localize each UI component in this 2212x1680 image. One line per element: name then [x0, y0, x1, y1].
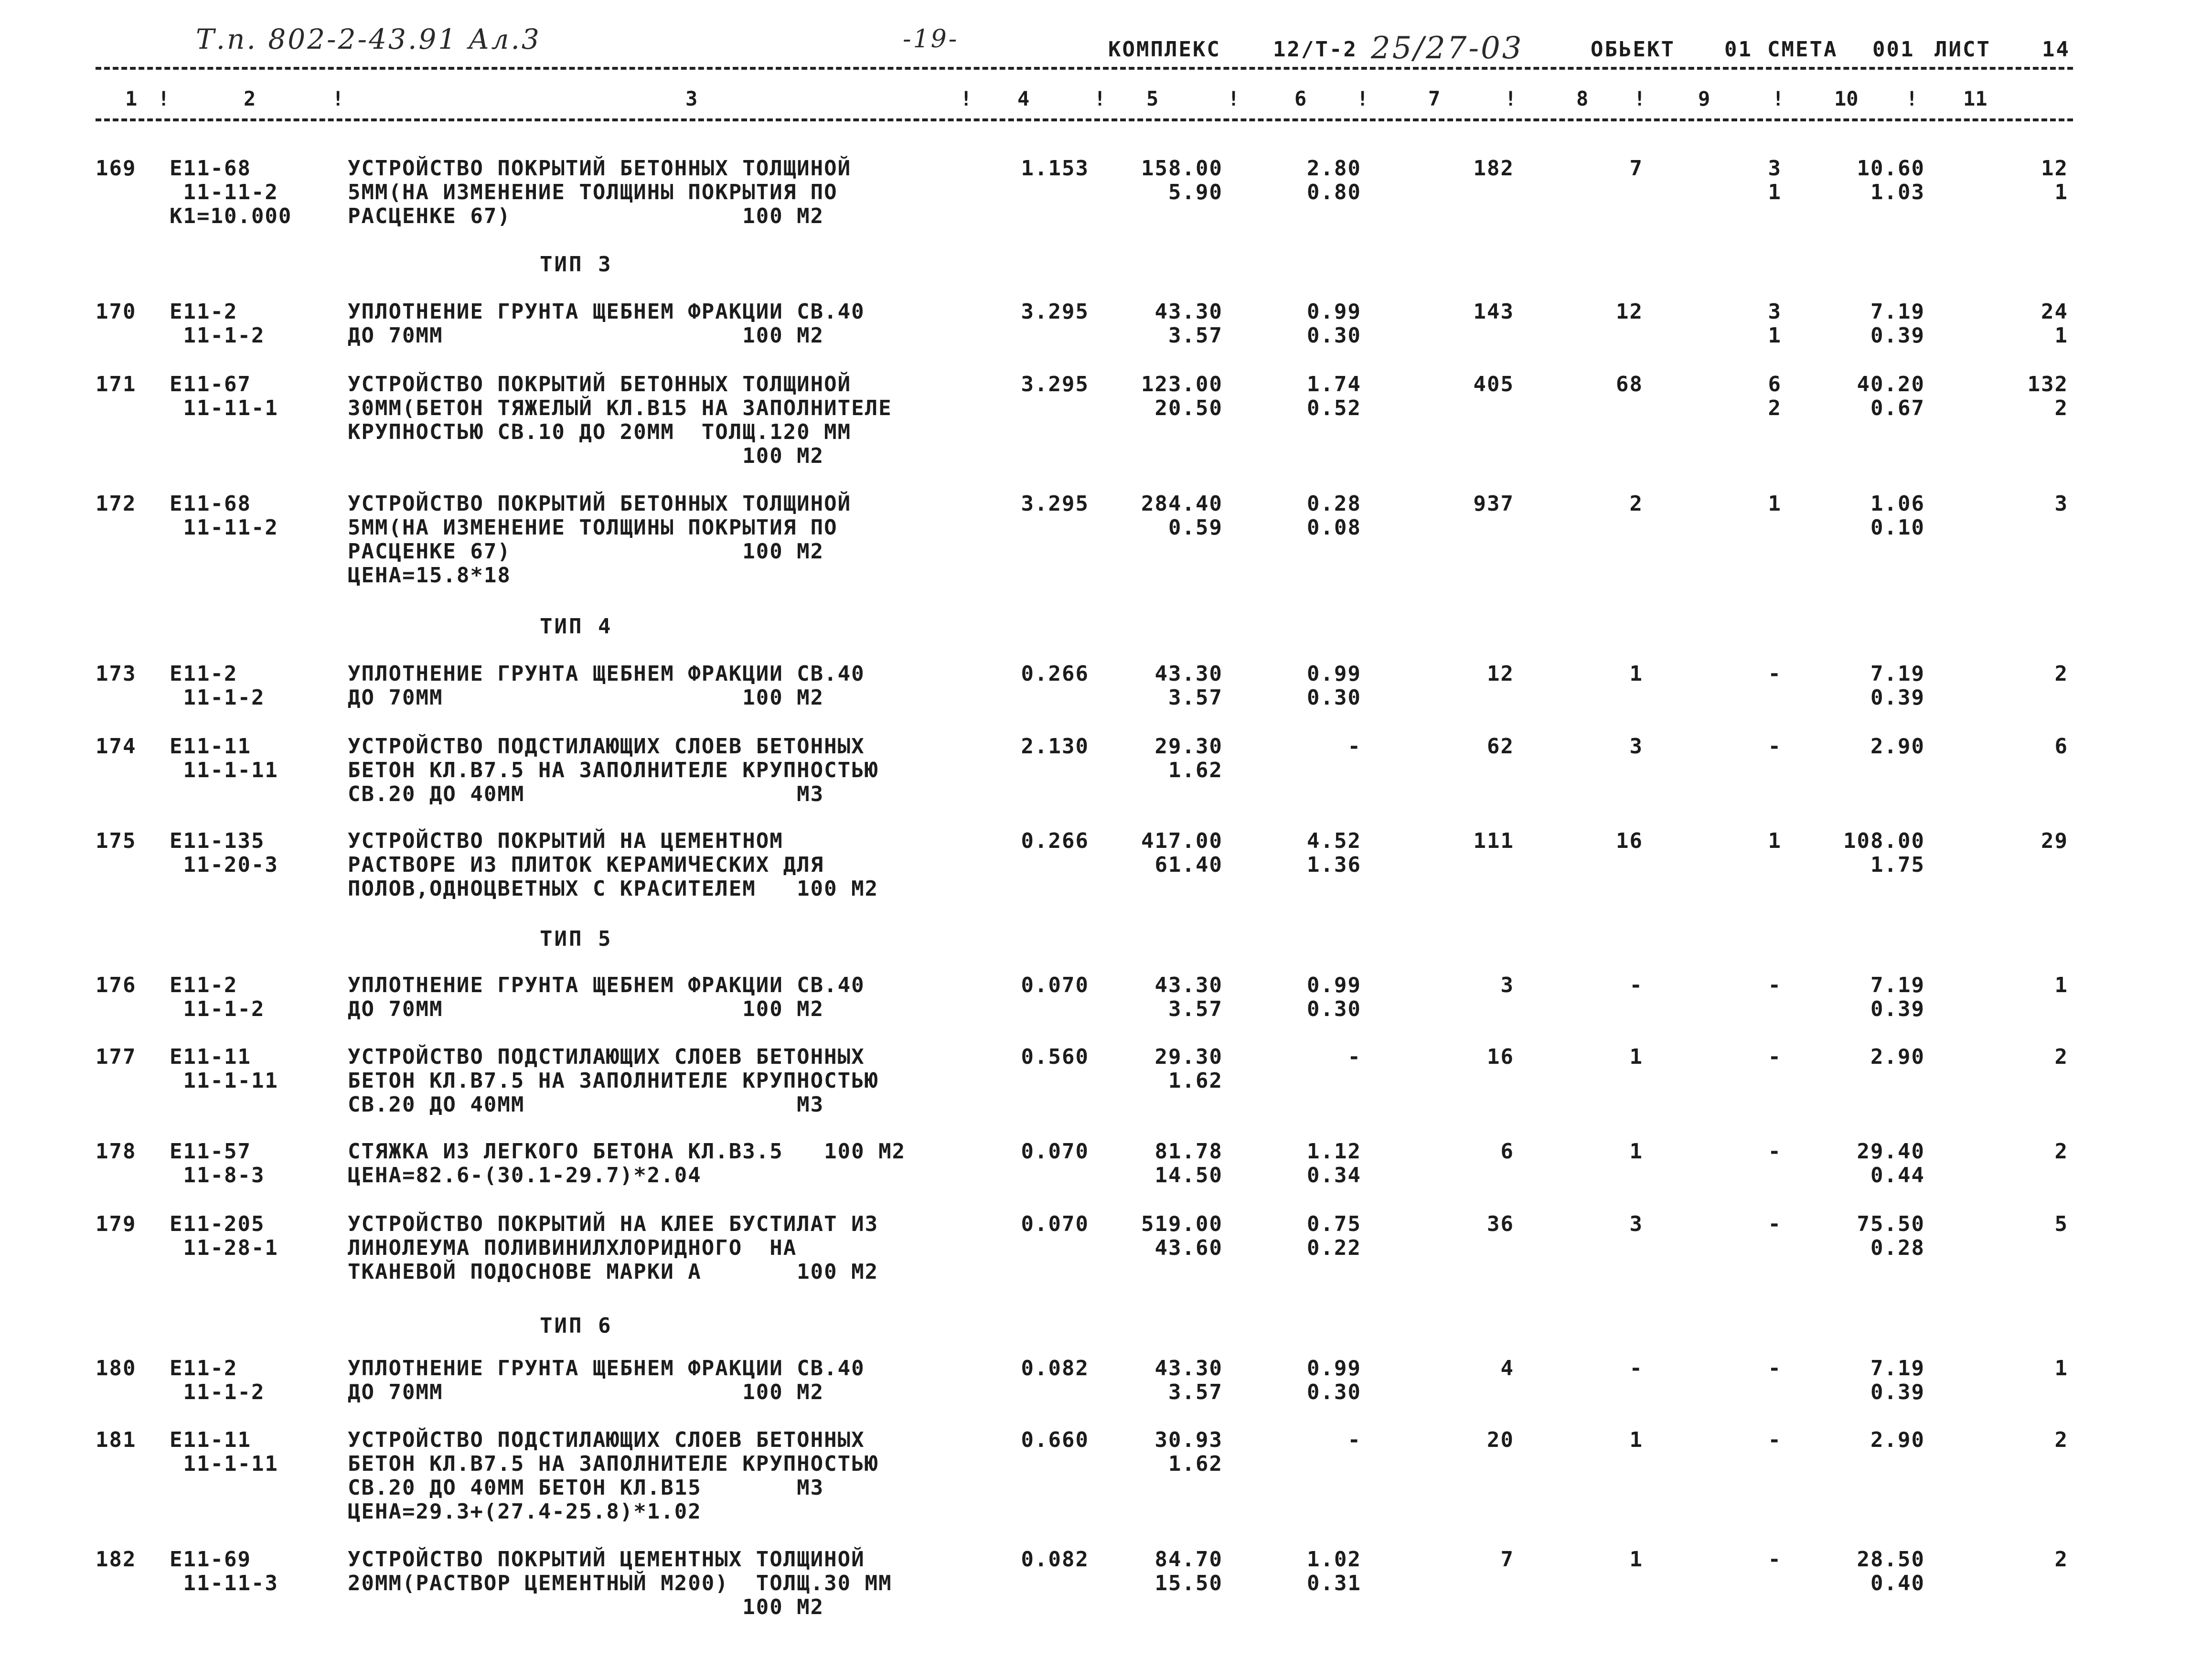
row-col11: 2: [2054, 1139, 2068, 1164]
doc-reference: Т.п. 802-2-43.91 Ал.3: [196, 23, 541, 55]
col-num-1: 1: [125, 87, 138, 110]
row-quantity: 3.295: [1021, 372, 1089, 396]
row-quantity: 0.082: [1021, 1356, 1089, 1380]
row-col6: 1.02 0.31: [1307, 1547, 1361, 1595]
table-row: [0, 373, 2212, 487]
row-code: Е11-2 11-1-2: [170, 300, 265, 348]
row-col9: 3 1: [1768, 300, 1782, 348]
row-col11: 1: [2054, 973, 2068, 997]
page-number: -19-: [903, 25, 959, 54]
type-heading: ТИП 4: [540, 614, 613, 639]
row-col10: 75.50 0.28: [1857, 1212, 1925, 1260]
row-col8: 16: [1616, 829, 1643, 853]
row-quantity: 2.130: [1021, 734, 1089, 759]
row-col7: 6: [1500, 1139, 1514, 1164]
row-col5: 417.00 61.40: [1141, 829, 1223, 877]
complex-value: 12/Т-2: [1273, 37, 1357, 62]
col-num-2: 2: [244, 87, 256, 110]
row-col5: 43.30 3.57: [1154, 1356, 1223, 1404]
row-col8: 1: [1629, 1547, 1643, 1572]
table-row: [0, 1212, 2212, 1327]
row-quantity: 0.070: [1021, 1212, 1089, 1236]
row-number: 178: [96, 1139, 137, 1164]
row-col10: 40.20 0.67: [1857, 372, 1925, 420]
row-description: УСТРОЙСТВО ПОДСТИЛАЮЩИХ СЛОЕВ БЕТОННЫХ БЕТОН КЛ.В7.5 НА ЗАПОЛНИТЕЛЕ КРУПНОСТЬЮ СВ.20 ДО 40ММ М3: [348, 734, 879, 806]
row-col11: 3: [2054, 492, 2068, 516]
row-code: Е11-68 11-11-2: [170, 492, 278, 540]
row-col8: 3: [1629, 1212, 1643, 1236]
row-quantity: 0.082: [1021, 1547, 1089, 1572]
row-col5: 30.93 1.62: [1154, 1428, 1223, 1476]
col-num-6: 6: [1294, 87, 1307, 110]
row-col6: -: [1347, 1428, 1361, 1452]
row-col6: 1.74 0.52: [1307, 372, 1361, 420]
row-col9: -: [1768, 1212, 1782, 1236]
sheet-value: 14: [2042, 37, 2070, 62]
row-col9: -: [1768, 1547, 1782, 1572]
row-quantity: 0.070: [1021, 973, 1089, 997]
row-description: УСТРОЙСТВО ПОДСТИЛАЮЩИХ СЛОЕВ БЕТОННЫХ БЕТОН КЛ.В7.5 НА ЗАПОЛНИТЕЛЕ КРУПНОСТЬЮ СВ.20 ДО 40ММ БЕТОН КЛ.В15 М3 ЦЕНА=29.3+(27.4-25.8)*1.02: [348, 1428, 879, 1524]
row-col10: 2.90: [1870, 734, 1925, 759]
table-row: [0, 829, 2212, 944]
row-col11: 2: [2054, 1045, 2068, 1069]
table-row: [0, 1548, 2212, 1662]
row-col6: 0.28 0.08: [1307, 492, 1361, 540]
row-col8: -: [1629, 973, 1643, 997]
row-col5: 43.30 3.57: [1154, 300, 1223, 348]
row-col9: -: [1768, 1428, 1782, 1452]
row-col5: 29.30 1.62: [1154, 1045, 1223, 1093]
complex-label: КОМПЛЕКС: [1108, 37, 1221, 62]
row-number: 176: [96, 973, 137, 997]
row-code: Е11-11 11-1-11: [170, 1428, 278, 1476]
row-quantity: 0.266: [1021, 662, 1089, 686]
row-number: 172: [96, 492, 137, 516]
row-col11: 2: [2054, 662, 2068, 686]
col-separator: !: [1357, 87, 1369, 110]
row-number: 170: [96, 300, 137, 324]
row-description: УСТРОЙСТВО ПОДСТИЛАЮЩИХ СЛОЕВ БЕТОННЫХ БЕТОН КЛ.В7.5 НА ЗАПОЛНИТЕЛЕ КРУПНОСТЬЮ СВ.20 ДО 40ММ М3: [348, 1045, 879, 1117]
row-col9: -: [1768, 662, 1782, 686]
row-description: УСТРОЙСТВО ПОКРЫТИЙ БЕТОННЫХ ТОЛЩИНОЙ 30ММ(БЕТОН ТЯЖЕЛЫЙ КЛ.В15 НА ЗАПОЛНИТЕЛЕ КРУПНОСТЬЮ СВ.10 ДО 20ММ ТОЛЩ.120 ММ 100 М2: [348, 372, 892, 468]
row-col11: 132 2: [2027, 372, 2068, 420]
row-col11: 2: [2054, 1428, 2068, 1452]
row-code: Е11-135 11-20-3: [170, 829, 278, 877]
row-code: Е11-68 11-11-2 К1=10.000: [170, 156, 292, 228]
row-col10: 7.19 0.39: [1870, 300, 1925, 348]
row-col10: 2.90: [1870, 1428, 1925, 1452]
row-description: УСТРОЙСТВО ПОКРЫТИЙ БЕТОННЫХ ТОЛЩИНОЙ 5ММ(НА ИЗМЕНЕНИЕ ТОЛЩИНЫ ПОКРЫТИЯ ПО РАСЦЕНКЕ 67) 100 М2: [348, 156, 852, 228]
type-heading: ТИП 6: [540, 1314, 613, 1338]
row-col5: 29.30 1.62: [1154, 734, 1223, 782]
row-quantity: 0.266: [1021, 829, 1089, 853]
row-col7: 937: [1473, 492, 1514, 516]
row-col7: 405: [1473, 372, 1514, 396]
row-col6: 0.99 0.30: [1307, 1356, 1361, 1404]
col-separator: !: [960, 87, 972, 110]
sheet-label: ЛИСТ: [1934, 37, 1991, 62]
row-col6: -: [1347, 1045, 1361, 1069]
row-col10: 10.60 1.03: [1857, 156, 1925, 204]
row-description: УПЛОТНЕНИЕ ГРУНТА ЩЕБНЕМ ФРАКЦИИ СВ.40 ДО 70ММ 100 М2: [348, 662, 865, 710]
row-number: 174: [96, 734, 137, 759]
row-col9: 1: [1768, 492, 1782, 516]
row-col10: 7.19 0.39: [1870, 1356, 1925, 1404]
row-col10: 7.19 0.39: [1870, 662, 1925, 710]
row-col5: 84.70 15.50: [1154, 1547, 1223, 1595]
row-code: Е11-11 11-1-11: [170, 734, 278, 782]
row-col10: 7.19 0.39: [1870, 973, 1925, 1021]
row-code: Е11-2 11-1-2: [170, 973, 265, 1021]
header-rule-top: [96, 67, 2073, 70]
row-col11: 2: [2054, 1547, 2068, 1572]
row-col6: 0.99 0.30: [1307, 973, 1361, 1021]
row-col5: 123.00 20.50: [1141, 372, 1223, 420]
col-separator: !: [1094, 87, 1106, 110]
row-code: Е11-69 11-11-3: [170, 1547, 278, 1595]
row-code: Е11-2 11-1-2: [170, 1356, 265, 1404]
row-code: Е11-205 11-28-1: [170, 1212, 278, 1260]
row-col11: 5: [2054, 1212, 2068, 1236]
row-description: УСТРОЙСТВО ПОКРЫТИЙ БЕТОННЫХ ТОЛЩИНОЙ 5ММ(НА ИЗМЕНЕНИЕ ТОЛЩИНЫ ПОКРЫТИЯ ПО РАСЦЕНКЕ 67) 100 М2 ЦЕНА=15.8*18: [348, 492, 852, 588]
row-col5: 81.78 14.50: [1154, 1139, 1223, 1188]
row-col6: 1.12 0.34: [1307, 1139, 1361, 1188]
row-col6: 2.80 0.80: [1307, 156, 1361, 204]
row-col6: 0.75 0.22: [1307, 1212, 1361, 1260]
object-value: 01: [1724, 37, 1753, 62]
row-col9: -: [1768, 1045, 1782, 1069]
row-col7: 143: [1473, 300, 1514, 324]
row-col6: -: [1347, 734, 1361, 759]
row-number: 169: [96, 156, 137, 181]
row-col8: 3: [1629, 734, 1643, 759]
header-rule-bottom: [96, 118, 2073, 121]
row-col7: 36: [1487, 1212, 1514, 1236]
col-num-3: 3: [685, 87, 698, 110]
row-col11: 29: [2041, 829, 2068, 853]
row-description: УСТРОЙСТВО ПОКРЫТИЙ ЦЕМЕНТНЫХ ТОЛЩИНОЙ 20ММ(РАСТВОР ЦЕМЕНТНЫЙ М200) ТОЛЩ.30 ММ 100 М2: [348, 1547, 892, 1619]
row-col9: -: [1768, 973, 1782, 997]
row-number: 181: [96, 1428, 137, 1452]
row-col10: 108.00 1.75: [1843, 829, 1925, 877]
row-col7: 182: [1473, 156, 1514, 181]
col-num-4: 4: [1017, 87, 1030, 110]
object-label: ОБЬЕКТ: [1591, 37, 1675, 62]
col-separator: !: [1906, 87, 1918, 110]
row-col8: 7: [1629, 156, 1643, 181]
table-row: [0, 492, 2212, 607]
row-col8: 68: [1616, 372, 1643, 396]
row-col5: 43.30 3.57: [1154, 662, 1223, 710]
row-col7: 16: [1487, 1045, 1514, 1069]
row-col11: 1: [2054, 1356, 2068, 1380]
row-col10: 28.50 0.40: [1857, 1547, 1925, 1595]
type-heading: ТИП 5: [540, 927, 613, 951]
row-number: 175: [96, 829, 137, 853]
row-col10: 29.40 0.44: [1857, 1139, 1925, 1188]
col-num-9: 9: [1698, 87, 1710, 110]
row-col6: 0.99 0.30: [1307, 662, 1361, 710]
row-quantity: 1.153: [1021, 156, 1089, 181]
row-col6: 4.52 1.36: [1307, 829, 1361, 877]
row-number: 177: [96, 1045, 137, 1069]
row-col8: 12: [1616, 300, 1643, 324]
row-col11: 6: [2054, 734, 2068, 759]
table-row: [0, 1428, 2212, 1543]
row-col5: 284.40 0.59: [1141, 492, 1223, 540]
row-number: 171: [96, 372, 137, 396]
row-col11: 12 1: [2041, 156, 2068, 204]
row-number: 180: [96, 1356, 137, 1380]
row-col5: 158.00 5.90: [1141, 156, 1223, 204]
row-number: 173: [96, 662, 137, 686]
row-col8: 1: [1629, 1045, 1643, 1069]
col-separator: !: [332, 87, 344, 110]
row-col8: 1: [1629, 1139, 1643, 1164]
row-description: УПЛОТНЕНИЕ ГРУНТА ЩЕБНЕМ ФРАКЦИИ СВ.40 ДО 70ММ 100 М2: [348, 1356, 865, 1404]
row-col7: 3: [1500, 973, 1514, 997]
estimate-label: СМЕТА: [1767, 37, 1838, 62]
row-col11: 24 1: [2041, 300, 2068, 348]
row-quantity: 0.560: [1021, 1045, 1089, 1069]
estimate-value: 001: [1872, 37, 1915, 62]
row-code: Е11-11 11-1-11: [170, 1045, 278, 1093]
row-description: УПЛОТНЕНИЕ ГРУНТА ЩЕБНЕМ ФРАКЦИИ СВ.40 ДО 70ММ 100 М2: [348, 300, 865, 348]
col-num-8: 8: [1576, 87, 1589, 110]
row-code: Е11-57 11-8-3: [170, 1139, 265, 1188]
row-col9: 3 1: [1768, 156, 1782, 204]
row-col5: 519.00 43.60: [1141, 1212, 1223, 1260]
col-num-10: 10: [1834, 87, 1859, 110]
row-quantity: 3.295: [1021, 300, 1089, 324]
col-separator: !: [1634, 87, 1646, 110]
row-description: СТЯЖКА ИЗ ЛЕГКОГО БЕТОНА КЛ.В3.5 100 М2 ЦЕНА=82.6-(30.1-29.7)*2.04: [348, 1139, 906, 1188]
row-number: 179: [96, 1212, 137, 1236]
row-quantity: 3.295: [1021, 492, 1089, 516]
row-col9: -: [1768, 734, 1782, 759]
row-number: 182: [96, 1547, 137, 1572]
col-separator: !: [1505, 87, 1517, 110]
row-description: УСТРОЙСТВО ПОКРЫТИЙ НА ЦЕМЕНТНОМ РАСТВОРЕ ИЗ ПЛИТОК КЕРАМИЧЕСКИХ ДЛЯ ПОЛОВ,ОДНОЦВЕТНЫХ С КРАСИТЕЛЕМ 100 М2: [348, 829, 879, 901]
row-quantity: 0.070: [1021, 1139, 1089, 1164]
complex-handwritten: 25/27-03: [1371, 31, 1524, 66]
col-num-7: 7: [1428, 87, 1441, 110]
row-col8: 1: [1629, 1428, 1643, 1452]
row-col8: 1: [1629, 662, 1643, 686]
col-separator: !: [158, 87, 170, 110]
row-col7: 20: [1487, 1428, 1514, 1452]
row-code: Е11-67 11-11-1: [170, 372, 278, 420]
row-description: УПЛОТНЕНИЕ ГРУНТА ЩЕБНЕМ ФРАКЦИИ СВ.40 ДО 70ММ 100 М2: [348, 973, 865, 1021]
row-col7: 4: [1500, 1356, 1514, 1380]
row-quantity: 0.660: [1021, 1428, 1089, 1452]
col-separator: !: [1772, 87, 1785, 110]
row-code: Е11-2 11-1-2: [170, 662, 265, 710]
row-col10: 2.90: [1870, 1045, 1925, 1069]
col-num-11: 11: [1963, 87, 1988, 110]
row-col7: 7: [1500, 1547, 1514, 1572]
row-col8: 2: [1629, 492, 1643, 516]
row-col9: 6 2: [1768, 372, 1782, 420]
row-col5: 43.30 3.57: [1154, 973, 1223, 1021]
col-num-5: 5: [1146, 87, 1159, 110]
row-col7: 62: [1487, 734, 1514, 759]
row-col8: -: [1629, 1356, 1643, 1380]
table-row: [0, 157, 2212, 271]
row-col7: 111: [1473, 829, 1514, 853]
type-heading: ТИП 3: [540, 252, 613, 277]
row-col6: 0.99 0.30: [1307, 300, 1361, 348]
row-col9: 1: [1768, 829, 1782, 853]
col-separator: !: [1228, 87, 1240, 110]
row-col9: -: [1768, 1356, 1782, 1380]
row-col9: -: [1768, 1139, 1782, 1164]
row-col7: 12: [1487, 662, 1514, 686]
row-col10: 1.06 0.10: [1870, 492, 1925, 540]
row-description: УСТРОЙСТВО ПОКРЫТИЙ НА КЛЕЕ БУСТИЛАТ ИЗ ЛИНОЛЕУМА ПОЛИВИНИЛХЛОРИДНОГО НА ТКАНЕВОЙ ПОДОСНОВЕ МАРКИ А 100 М2: [348, 1212, 879, 1284]
